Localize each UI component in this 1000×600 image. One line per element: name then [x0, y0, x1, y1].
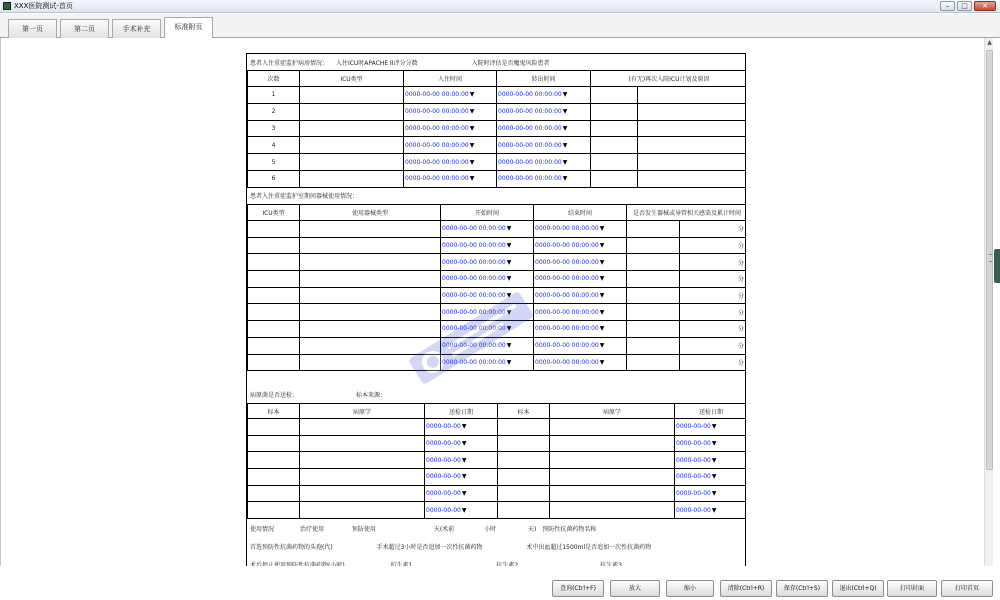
row-number: 1 — [248, 87, 300, 104]
dropdown-arrow-icon: ▼ — [506, 242, 512, 250]
infection-flag-cell[interactable] — [627, 271, 680, 288]
pathogen-table-row — [248, 485, 747, 502]
start-time-picker[interactable] — [441, 221, 534, 238]
date-value: 0000-00-00 00:00:00 — [405, 158, 469, 166]
date-value: 0000-00-00 00:00:00 — [535, 242, 599, 250]
vertical-scrollbar[interactable] — [984, 38, 993, 566]
dropdown-arrow-icon: ▼ — [599, 325, 605, 333]
col-header-send-date: 送检日期 — [425, 404, 498, 419]
readmission-reason-cell[interactable] — [638, 154, 747, 171]
specimen-cell[interactable] — [248, 485, 300, 502]
title-bar — [0, 0, 1000, 13]
zoom-out-button[interactable]: 缩小 — [666, 580, 714, 597]
infection-flag-cell[interactable] — [627, 221, 680, 238]
col-header-icu-type: ICU类型 — [300, 71, 404, 87]
date-value: 0000-00-00 00:00:00 — [405, 91, 469, 99]
row-number: 3 — [248, 120, 300, 137]
col-header-count: 次数 — [248, 71, 300, 87]
dropdown-arrow-icon: ▼ — [461, 456, 467, 464]
icu-type-cell[interactable] — [300, 137, 404, 154]
minutes-unit: 分 — [738, 326, 745, 334]
transfer-time-picker[interactable] — [497, 87, 591, 104]
infection-flag-cell[interactable] — [627, 237, 680, 254]
send-date-picker[interactable] — [425, 435, 498, 452]
antibiotic-addition-line: 首选预防性抗菌药物的头孢(代) 手术超过3小时是否追加一次性抗菌药物 术中出血超过1500ml是否追加一次性抗菌药物 — [250, 544, 652, 551]
dropdown-arrow-icon: ▼ — [461, 423, 467, 431]
save-button[interactable]: 保存(Ctrl+S) — [776, 580, 828, 597]
date-value: 0000-00-00 — [676, 473, 711, 481]
device-table-row — [248, 221, 747, 238]
dropdown-arrow-icon: ▼ — [506, 275, 512, 283]
dropdown-arrow-icon: ▼ — [711, 456, 717, 464]
date-value: 0000-00-00 00:00:00 — [442, 275, 506, 283]
send-date-picker[interactable] — [425, 419, 498, 436]
send-date-picker[interactable] — [675, 502, 747, 519]
dropdown-arrow-icon: ▼ — [469, 141, 475, 149]
icu-table-row — [248, 137, 747, 154]
minutes-unit: 分 — [738, 359, 745, 367]
start-time-picker[interactable] — [441, 254, 534, 271]
icu-type-cell[interactable] — [248, 254, 300, 271]
dropdown-arrow-icon: ▼ — [469, 124, 475, 132]
send-date-picker[interactable] — [675, 469, 747, 486]
infection-flag-cell[interactable] — [627, 337, 680, 354]
dropdown-arrow-icon: ▼ — [562, 158, 568, 166]
icu-type-cell[interactable] — [248, 321, 300, 338]
infection-flag-cell[interactable] — [627, 354, 680, 371]
admit-time-picker[interactable] — [404, 103, 497, 120]
dropdown-arrow-icon: ▼ — [711, 490, 717, 498]
device-type-cell[interactable] — [300, 221, 441, 238]
readmission-flag-cell[interactable] — [591, 87, 638, 104]
antibiotic-usage-line: 使用情况 治疗使用 预防使用 天(术前 小时 天) 预防性抗菌药物名称 — [250, 526, 597, 533]
date-value: 0000-00-00 — [676, 506, 711, 514]
admit-time-picker[interactable] — [404, 154, 497, 171]
dropdown-arrow-icon: ▼ — [506, 358, 512, 366]
col-header-admit-time: 入住时间 — [404, 71, 497, 87]
send-date-picker[interactable] — [425, 452, 498, 469]
col-header-start-time: 开始时间 — [441, 205, 534, 221]
transfer-time-picker[interactable] — [497, 103, 591, 120]
pathogen-heading: 病原菌是否送检： 标本来源： — [250, 392, 386, 399]
start-time-picker[interactable] — [441, 321, 534, 338]
icu-type-cell[interactable] — [248, 304, 300, 321]
readmission-reason-cell[interactable] — [638, 137, 747, 154]
admit-time-picker[interactable] — [404, 120, 497, 137]
date-value: 0000-00-00 — [676, 423, 711, 431]
dropdown-arrow-icon: ▼ — [599, 342, 605, 350]
icu-type-cell[interactable] — [248, 287, 300, 304]
specimen-cell[interactable] — [498, 469, 550, 486]
infection-minutes-cell[interactable] — [680, 287, 747, 304]
readmission-flag-cell[interactable] — [591, 120, 638, 137]
dropdown-arrow-icon: ▼ — [599, 275, 605, 283]
date-value: 0000-00-00 00:00:00 — [535, 325, 599, 333]
date-value: 0000-00-00 00:00:00 — [442, 258, 506, 266]
form-page — [246, 53, 746, 583]
tab-surgery-supplement[interactable]: 手术补充 — [112, 19, 161, 38]
minimize-button[interactable]: – — [940, 1, 955, 11]
icu-type-cell[interactable] — [248, 271, 300, 288]
icu-type-cell[interactable] — [248, 237, 300, 254]
icu-type-cell[interactable] — [300, 120, 404, 137]
specimen-cell[interactable] — [498, 419, 550, 436]
device-table-row — [248, 271, 747, 288]
end-time-picker[interactable] — [534, 337, 627, 354]
date-value: 0000-00-00 00:00:00 — [442, 342, 506, 350]
device-type-cell[interactable] — [300, 354, 441, 371]
date-value: 0000-00-00 — [426, 506, 461, 514]
etiology-cell[interactable] — [550, 469, 675, 486]
infection-minutes-cell[interactable] — [680, 271, 747, 288]
dropdown-arrow-icon: ▼ — [469, 158, 475, 166]
dropdown-arrow-icon: ▼ — [562, 108, 568, 116]
etiology-cell[interactable] — [550, 502, 675, 519]
end-time-picker[interactable] — [534, 354, 627, 371]
specimen-cell[interactable] — [248, 419, 300, 436]
icu-type-cell[interactable] — [300, 170, 404, 187]
dropdown-arrow-icon: ▼ — [461, 506, 467, 514]
query-button[interactable]: 查询(Ctrl+F) — [552, 580, 604, 597]
row-number: 5 — [248, 154, 300, 171]
print-cover-button[interactable]: 打印封面 — [887, 580, 937, 597]
specimen-cell[interactable] — [248, 469, 300, 486]
dropdown-arrow-icon: ▼ — [562, 91, 568, 99]
col-header-etiology-2: 病原学 — [550, 404, 675, 419]
specimen-cell[interactable] — [248, 435, 300, 452]
specimen-cell[interactable] — [498, 485, 550, 502]
minutes-unit: 分 — [738, 343, 745, 351]
date-value: 0000-00-00 00:00:00 — [498, 141, 562, 149]
dropdown-arrow-icon: ▼ — [562, 141, 568, 149]
date-value: 0000-00-00 00:00:00 — [442, 242, 506, 250]
date-value: 0000-00-00 00:00:00 — [498, 91, 562, 99]
dropdown-arrow-icon: ▼ — [506, 292, 512, 300]
dropdown-arrow-icon: ▼ — [461, 490, 467, 498]
date-value: 0000-00-00 — [426, 490, 461, 498]
device-table-row — [248, 287, 747, 304]
pathogen-table-row — [248, 502, 747, 519]
date-value: 0000-00-00 00:00:00 — [535, 342, 599, 350]
dropdown-arrow-icon: ▼ — [562, 124, 568, 132]
readmission-reason-cell[interactable] — [638, 120, 747, 137]
dropdown-arrow-icon: ▼ — [711, 440, 717, 448]
device-table-row — [248, 237, 747, 254]
device-table-row — [248, 337, 747, 354]
col-header-infection: 是否发生器械或导管相关感染及累计时间 — [627, 205, 747, 221]
transfer-time-picker[interactable] — [497, 154, 591, 171]
end-time-picker[interactable] — [534, 221, 627, 238]
col-header-etiology: 病原学 — [300, 404, 425, 419]
minutes-unit: 分 — [738, 259, 745, 267]
device-type-cell[interactable] — [300, 237, 441, 254]
pathogen-table-row — [248, 452, 747, 469]
pathogen-table-row — [248, 469, 747, 486]
tab-page-2[interactable]: 第二页 — [60, 19, 109, 38]
device-table-row — [248, 321, 747, 338]
infection-minutes-cell[interactable] — [680, 221, 747, 238]
date-value: 0000-00-00 00:00:00 — [405, 141, 469, 149]
specimen-cell[interactable] — [498, 452, 550, 469]
date-value: 0000-00-00 00:00:00 — [442, 325, 506, 333]
device-usage-table — [247, 204, 746, 371]
dropdown-arrow-icon: ▼ — [461, 473, 467, 481]
dropdown-arrow-icon: ▼ — [599, 308, 605, 316]
content-area — [0, 38, 984, 566]
send-date-picker[interactable] — [675, 485, 747, 502]
readmission-flag-cell[interactable] — [591, 170, 638, 187]
device-table-header — [248, 205, 747, 221]
date-value: 0000-00-00 00:00:00 — [498, 175, 562, 183]
start-time-picker[interactable] — [441, 237, 534, 254]
infection-minutes-cell[interactable] — [680, 254, 747, 271]
icu-type-cell[interactable] — [248, 221, 300, 238]
end-time-picker[interactable] — [534, 254, 627, 271]
infection-minutes-cell[interactable] — [680, 337, 747, 354]
start-time-picker[interactable] — [441, 271, 534, 288]
icu-table-row — [248, 87, 747, 104]
transfer-time-picker[interactable] — [497, 137, 591, 154]
row-number: 2 — [248, 103, 300, 120]
dropdown-arrow-icon: ▼ — [506, 225, 512, 233]
readmission-flag-cell[interactable] — [591, 137, 638, 154]
readmission-reason-cell[interactable] — [638, 87, 747, 104]
icu-type-cell[interactable] — [248, 354, 300, 371]
end-time-picker[interactable] — [534, 287, 627, 304]
col-header-readmission: (有无)再次入院ICU计划及原因 — [591, 71, 747, 87]
etiology-cell[interactable] — [300, 502, 425, 519]
col-header-transfer-time: 转出时间 — [497, 71, 591, 87]
tab-bar — [0, 14, 1000, 38]
dropdown-arrow-icon: ▼ — [506, 325, 512, 333]
pathogen-table-row — [248, 435, 747, 452]
device-type-cell[interactable] — [300, 287, 441, 304]
dropdown-arrow-icon: ▼ — [599, 292, 605, 300]
icu-type-cell[interactable] — [300, 87, 404, 104]
clear-button[interactable]: 清除(Ctrl+R) — [720, 580, 772, 597]
window-title: XXX医院测试-首页 — [14, 2, 73, 10]
col-header-specimen: 标本 — [248, 404, 300, 419]
infection-flag-cell[interactable] — [627, 254, 680, 271]
infection-minutes-cell[interactable] — [680, 237, 747, 254]
date-value: 0000-00-00 00:00:00 — [535, 292, 599, 300]
infection-minutes-cell[interactable] — [680, 354, 747, 371]
etiology-cell[interactable] — [550, 485, 675, 502]
end-time-picker[interactable] — [534, 304, 627, 321]
send-date-picker[interactable] — [675, 419, 747, 436]
send-date-picker[interactable] — [425, 502, 498, 519]
infection-flag-cell[interactable] — [627, 287, 680, 304]
device-type-cell[interactable] — [300, 321, 441, 338]
device-type-cell[interactable] — [300, 337, 441, 354]
device-type-cell[interactable] — [300, 304, 441, 321]
col-header-specimen-2: 标本 — [498, 404, 550, 419]
etiology-cell[interactable] — [550, 435, 675, 452]
scrollbar-thumb[interactable] — [986, 50, 993, 470]
specimen-cell[interactable] — [248, 452, 300, 469]
date-value: 0000-00-00 00:00:00 — [535, 275, 599, 283]
date-value: 0000-00-00 00:00:00 — [498, 124, 562, 132]
readmission-flag-cell[interactable] — [591, 103, 638, 120]
end-time-picker[interactable] — [534, 321, 627, 338]
date-value: 0000-00-00 00:00:00 — [442, 358, 506, 366]
admit-time-picker[interactable] — [404, 137, 497, 154]
send-date-picker[interactable] — [425, 469, 498, 486]
device-type-cell[interactable] — [300, 254, 441, 271]
minutes-unit: 分 — [738, 226, 745, 234]
specimen-cell[interactable] — [248, 502, 300, 519]
date-value: 0000-00-00 00:00:00 — [535, 358, 599, 366]
readmission-reason-cell[interactable] — [638, 170, 747, 187]
dropdown-arrow-icon: ▼ — [711, 506, 717, 514]
etiology-cell[interactable] — [550, 419, 675, 436]
col-header-end-time: 结束时间 — [534, 205, 627, 221]
device-type-cell[interactable] — [300, 271, 441, 288]
device-table-row — [248, 254, 747, 271]
date-value: 0000-00-00 00:00:00 — [442, 308, 506, 316]
infection-minutes-cell[interactable] — [680, 304, 747, 321]
maximize-button[interactable]: □ — [957, 1, 972, 11]
start-time-picker[interactable] — [441, 337, 534, 354]
pathogen-table-header — [248, 404, 747, 419]
icu-heading: 患者入住重症监护病房情况： 入住ICU时APACHE II评分分数 入院时评估是否魔鬼风险患者 — [250, 60, 550, 67]
icu-type-cell[interactable] — [248, 337, 300, 354]
minutes-unit: 分 — [738, 293, 745, 301]
exit-button[interactable]: 退出(Ctrl+Q) — [832, 580, 884, 597]
scroll-up-arrow-icon[interactable]: ▲ — [987, 39, 992, 46]
col-header-device-type: 使用器械类型 — [300, 205, 441, 221]
end-time-picker[interactable] — [534, 271, 627, 288]
send-date-picker[interactable] — [425, 485, 498, 502]
date-value: 0000-00-00 — [426, 423, 461, 431]
icu-type-cell[interactable] — [300, 154, 404, 171]
dropdown-arrow-icon: ▼ — [469, 108, 475, 116]
dropdown-arrow-icon: ▼ — [711, 473, 717, 481]
bottom-toolbar — [0, 566, 1000, 600]
admit-time-picker[interactable] — [404, 170, 497, 187]
zoom-in-button[interactable]: 放大 — [610, 580, 660, 597]
date-value: 0000-00-00 — [676, 440, 711, 448]
etiology-cell[interactable] — [300, 485, 425, 502]
dropdown-arrow-icon: ▼ — [506, 308, 512, 316]
date-value: 0000-00-00 00:00:00 — [535, 258, 599, 266]
etiology-cell[interactable] — [300, 435, 425, 452]
dropdown-arrow-icon: ▼ — [599, 242, 605, 250]
end-time-picker[interactable] — [534, 237, 627, 254]
dropdown-arrow-icon: ▼ — [711, 423, 717, 431]
device-heading: 患者入住重症监护室期间器械使用情况： — [250, 193, 359, 200]
date-value: 0000-00-00 00:00:00 — [405, 124, 469, 132]
pathogen-table — [247, 403, 746, 519]
dropdown-arrow-icon: ▼ — [562, 175, 568, 183]
start-time-picker[interactable] — [441, 354, 534, 371]
date-value: 0000-00-00 00:00:00 — [535, 225, 599, 233]
icu-table-header — [248, 71, 747, 87]
row-number: 4 — [248, 137, 300, 154]
col-header-send-date-2: 送检日期 — [675, 404, 747, 419]
start-time-picker[interactable] — [441, 304, 534, 321]
pathogen-table-row — [248, 419, 747, 436]
date-value: 0000-00-00 — [426, 456, 461, 464]
specimen-cell[interactable] — [498, 502, 550, 519]
col-header-icu-type: ICU类型 — [248, 205, 300, 221]
date-value: 0000-00-00 00:00:00 — [442, 225, 506, 233]
start-time-picker[interactable] — [441, 287, 534, 304]
readmission-flag-cell[interactable] — [591, 154, 638, 171]
print-first-page-button[interactable]: 打印首页 — [941, 580, 993, 597]
send-date-picker[interactable] — [675, 435, 747, 452]
infection-flag-cell[interactable] — [627, 304, 680, 321]
minutes-unit: 分 — [738, 243, 745, 251]
date-value: 0000-00-00 00:00:00 — [405, 175, 469, 183]
dropdown-arrow-icon: ▼ — [469, 91, 475, 99]
dropdown-arrow-icon: ▼ — [599, 225, 605, 233]
date-value: 0000-00-00 00:00:00 — [442, 292, 506, 300]
date-value: 0000-00-00 — [676, 456, 711, 464]
readmission-reason-cell[interactable] — [638, 103, 747, 120]
dropdown-arrow-icon: ▼ — [461, 440, 467, 448]
specimen-cell[interactable] — [498, 435, 550, 452]
dropdown-arrow-icon: ▼ — [506, 342, 512, 350]
device-table-row — [248, 354, 747, 371]
transfer-time-picker[interactable] — [497, 170, 591, 187]
transfer-time-picker[interactable] — [497, 120, 591, 137]
date-value: 0000-00-00 — [426, 440, 461, 448]
tab-page-1[interactable]: 第一页 — [8, 19, 57, 38]
etiology-cell[interactable] — [550, 452, 675, 469]
minutes-unit: 分 — [738, 276, 745, 284]
app-icon — [3, 2, 11, 10]
icu-table-row — [248, 170, 747, 187]
infection-flag-cell[interactable] — [627, 321, 680, 338]
close-button[interactable]: ✕ — [974, 1, 996, 11]
dropdown-arrow-icon: ▼ — [506, 258, 512, 266]
etiology-cell[interactable] — [300, 419, 425, 436]
date-value: 0000-00-00 00:00:00 — [498, 108, 562, 116]
date-value: 0000-00-00 00:00:00 — [535, 308, 599, 316]
side-panel-handle[interactable] — [994, 249, 1000, 283]
dropdown-arrow-icon: ▼ — [599, 258, 605, 266]
device-table-row — [248, 304, 747, 321]
tab-standard-attachment[interactable]: 标准附页 — [164, 17, 213, 39]
date-value: 0000-00-00 00:00:00 — [405, 108, 469, 116]
row-number: 6 — [248, 170, 300, 187]
date-value: 0000-00-00 — [426, 473, 461, 481]
date-value: 0000-00-00 — [676, 490, 711, 498]
send-date-picker[interactable] — [675, 452, 747, 469]
infection-minutes-cell[interactable] — [680, 321, 747, 338]
etiology-cell[interactable] — [300, 469, 425, 486]
admit-time-picker[interactable] — [404, 87, 497, 104]
icu-stay-table — [247, 70, 746, 188]
icu-table-row — [248, 103, 747, 120]
icu-table-row — [248, 154, 747, 171]
icu-type-cell[interactable] — [300, 103, 404, 120]
etiology-cell[interactable] — [300, 452, 425, 469]
date-value: 0000-00-00 00:00:00 — [498, 158, 562, 166]
icu-table-row — [248, 120, 747, 137]
minutes-unit: 分 — [738, 309, 745, 317]
dropdown-arrow-icon: ▼ — [599, 358, 605, 366]
dropdown-arrow-icon: ▼ — [469, 175, 475, 183]
